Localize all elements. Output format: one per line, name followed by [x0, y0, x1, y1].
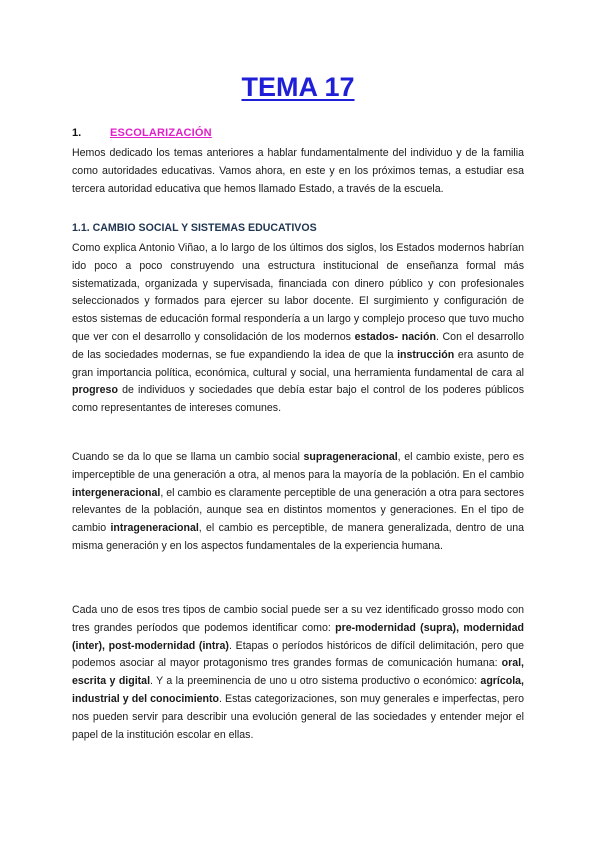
paragraph-2-text-1: Cuando se da lo que se llama un cambio social — [72, 451, 304, 463]
paragraph-3-text-1: Cada uno de esos tres tipos de cambio social puede ser a su vez identificado grosso modo con tres grandes períodos que podemos identificar como: — [72, 604, 524, 634]
section-number: 1. — [72, 127, 82, 139]
subsection-heading: 1.1. CAMBIO SOCIAL Y SISTEMAS EDUCATIVOS — [72, 222, 317, 234]
paragraph-1 — [72, 240, 524, 418]
term-intrageneracional: intrageneracional — [110, 522, 199, 535]
paragraph-1-text-2: . Con el desarrollo de las sociedades modernas, se fue expandiendo la idea de que la — [72, 330, 525, 361]
term-suprageneracional: suprageneracional — [303, 451, 398, 463]
term-progreso: progreso — [72, 384, 118, 397]
section-heading — [72, 127, 212, 139]
term-sistema-productivo: agrícola, industrial y del conocimiento — [72, 675, 524, 705]
paragraph-1-text-3: era asunto de gran importancia política, económica, cultural y social, una herramienta fundamental de cara al — [72, 348, 524, 379]
paragraph-2-text-4: , el cambio es perceptible, de manera generalizada, dentro de una misma generación y en los aspectos fundamentales de la experiencia humana. — [72, 522, 524, 552]
paragraph-1-text-1: Como explica Antonio Viñao, a lo largo de los últimos dos siglos, los Estados modernos habrían ido poco a poco construyendo una estructura institucional de enseñanza formal más sistematizada, organizada y supervisada, financiada con dinero público y con profesionales seleccionados y formados para ejercer su labor docente. El surgimiento y configuración de estos sistemas de educación formal respondería a un largo y complejo proceso que tuvo mucho que ver con el desarrollo y consolidación de los modernos — [72, 242, 524, 343]
paragraph-3-text-2: . Etapas o períodos históricos de difícil delimitación, pero que podemos asociar al mayor protagonismo tres grandes formas de comunicación humana: — [72, 639, 524, 670]
paragraph-2-text-3: , el cambio es claramente perceptible de una generación a otra para sectores relevantes de la población, aunque sea en distintos momentos y generaciones. En el tipo de cambio — [72, 486, 524, 535]
page-title: TEMA 17 — [241, 72, 355, 102]
paragraph-1-text-4: de individuos y sociedades que debía estar bajo el control de los poderes públicos como representantes de intereses comunes. — [72, 384, 524, 415]
paragraph-2-text-2: , el cambio existe, pero es imperceptible de una generación a otra, al menos para la mayoría de la población. En el cambio — [72, 451, 524, 481]
paragraph-3-text-4: . Estas categorizaciones, son muy generales e imperfectas, pero nos pueden servir para describir una evolución general de las sociedades y entender mejor el papel de la institución escolar en ellas. — [72, 692, 524, 741]
term-comunicacion: oral, escrita y digital — [72, 657, 524, 688]
paragraph-2 — [72, 449, 524, 556]
term-estados-nacion: estados- nación — [354, 330, 436, 343]
term-periodos: pre-modernidad (supra), modernidad (inter), post-modernidad (intra) — [72, 621, 525, 652]
paragraph-3 — [72, 602, 524, 744]
term-instruccion: instrucción — [397, 348, 455, 361]
section-label: ESCOLARIZACIÓN — [110, 127, 212, 139]
term-intergeneracional: intergeneracional — [72, 486, 161, 499]
intro-paragraph: Hemos dedicado los temas anteriores a hablar fundamentalmente del individuo y de la familia como autoridades educativas. Vamos ahora, en este y en los próximos temas, a estudiar esa tercera autoridad educativa que hemos llamado Estado, a través de la escuela. — [72, 147, 524, 195]
paragraph-3-text-3: . Y a la preeminencia de uno u otro sistema productivo o económico: — [150, 675, 481, 688]
